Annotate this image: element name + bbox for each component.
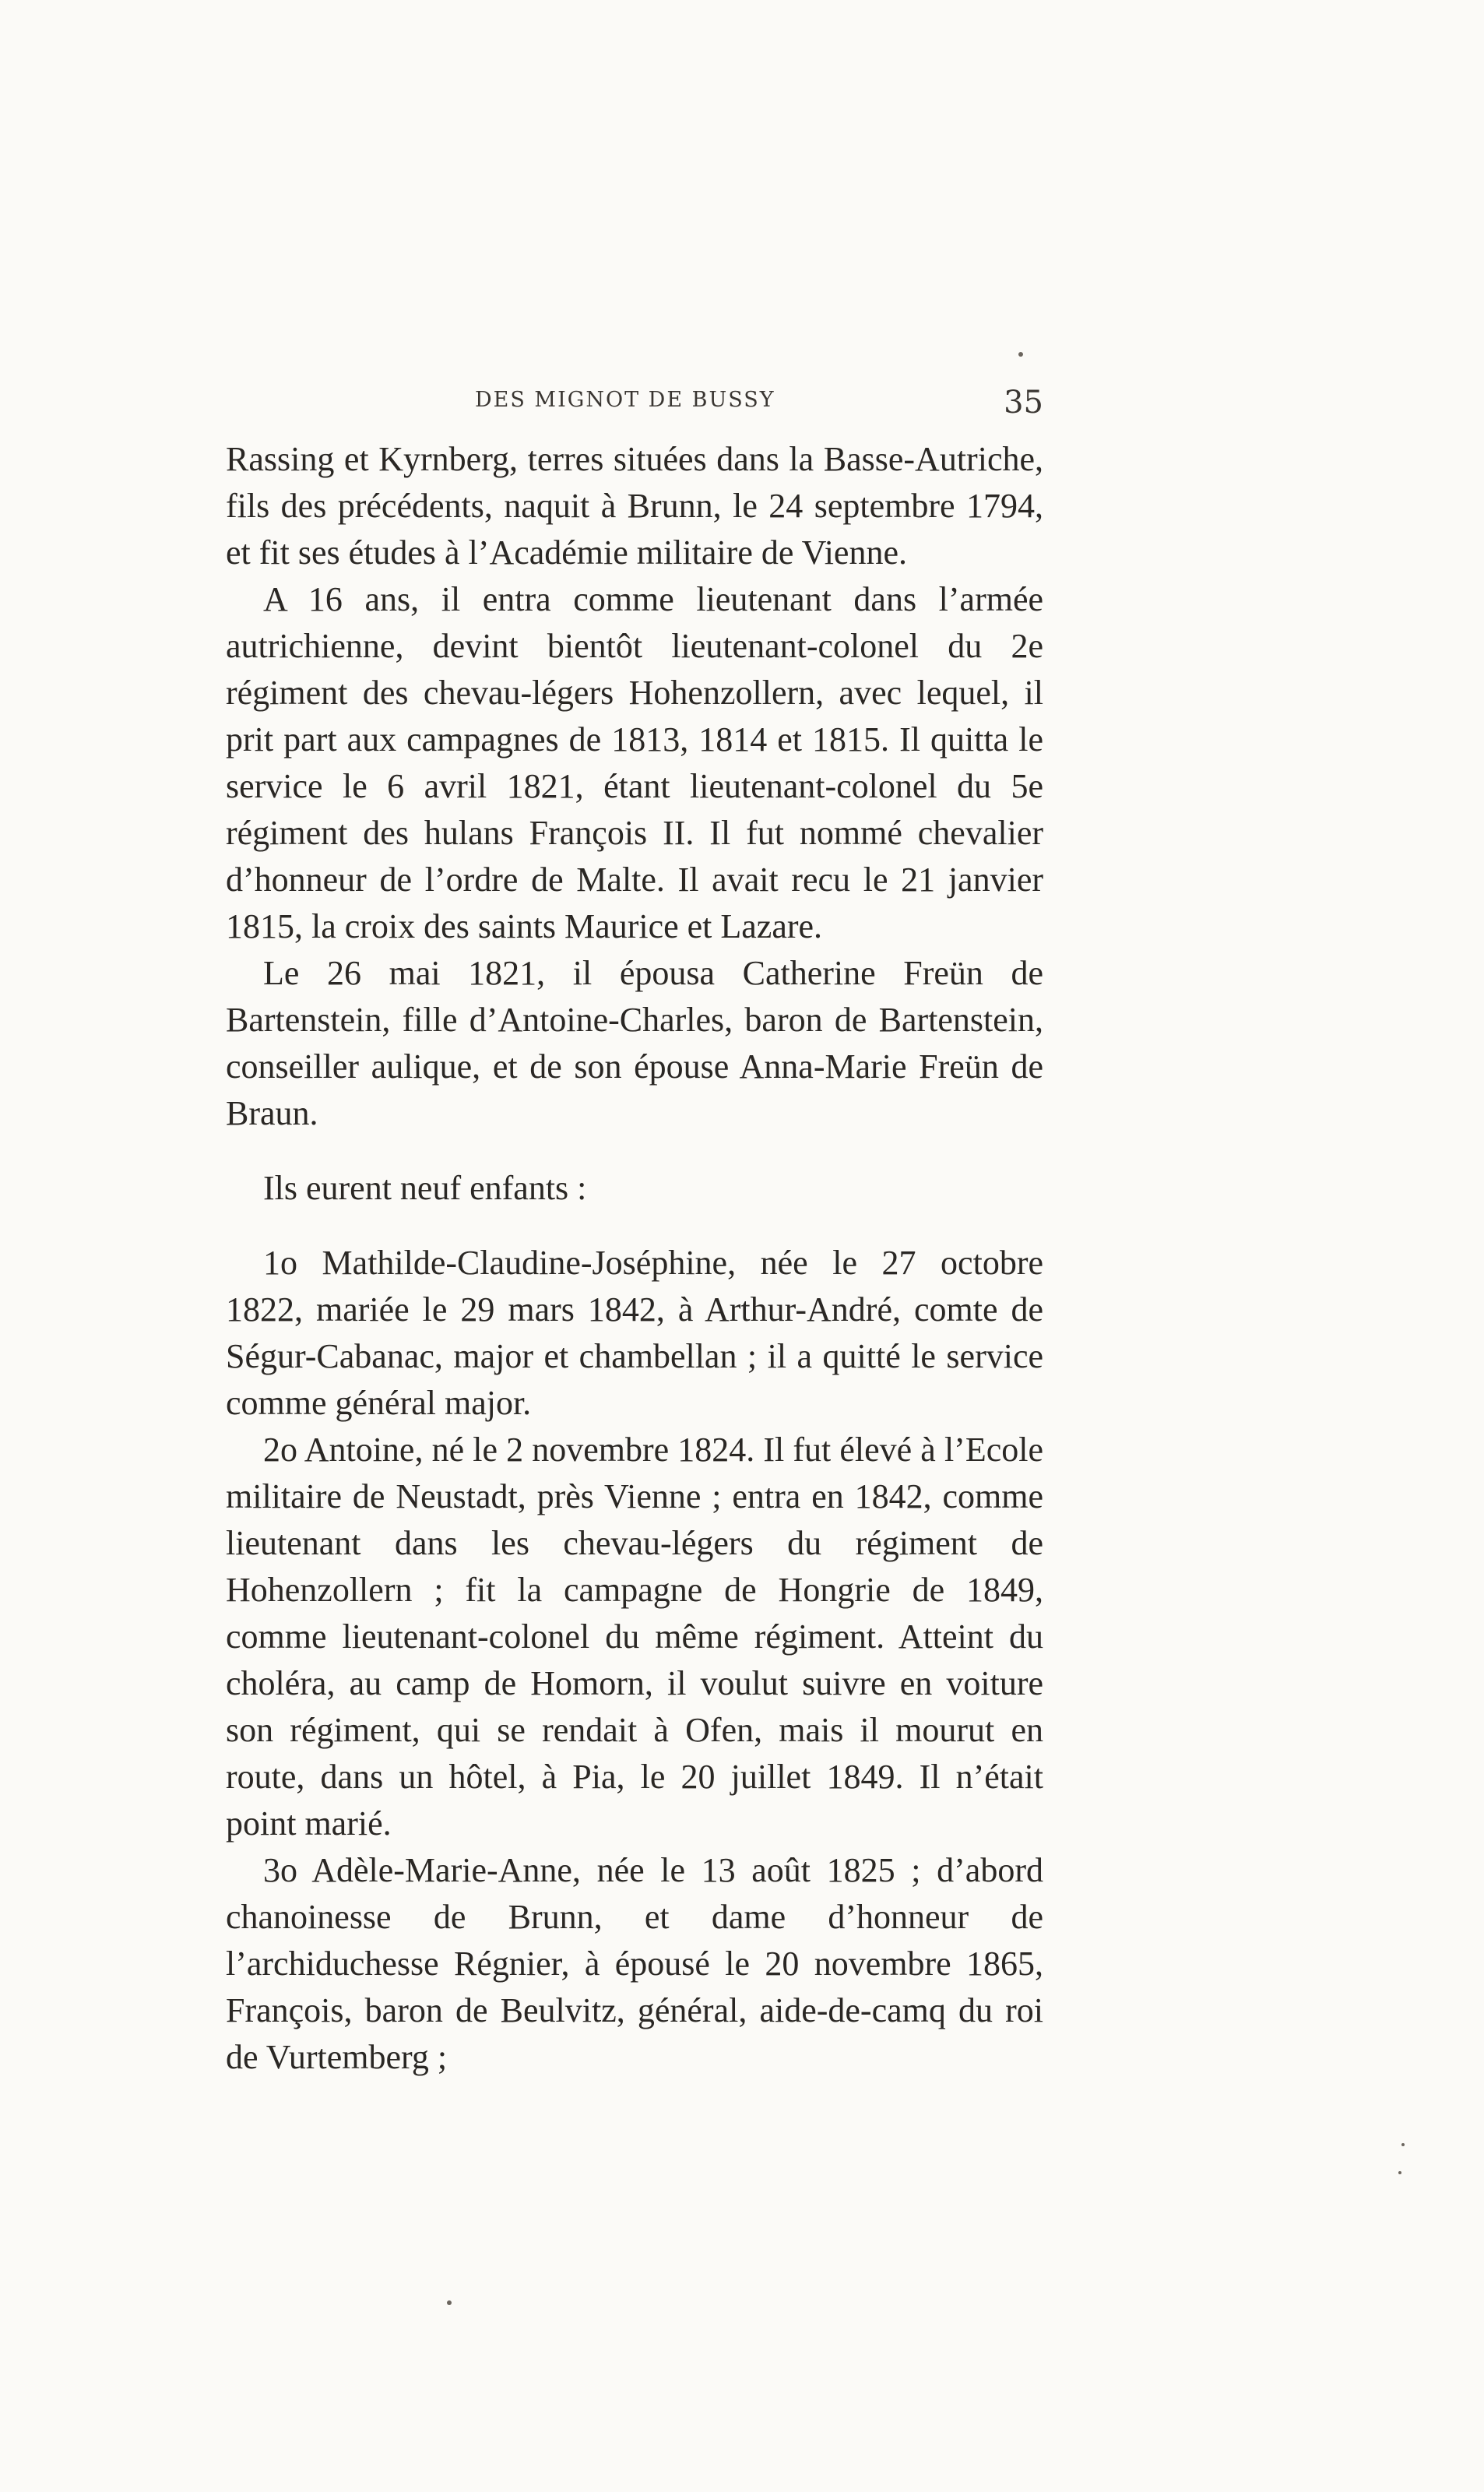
paragraph-career: A 16 ans, il entra comme lieutenant dans l’armée autrichienne, devint bientôt lieutenant-colonel du 2e régiment des chevau-légers Hohenzollern, avec lequel, il prit part aux campagnes de 1813, 1814 et 1815. Il quitta le service le 6 avril 1821, étant lieutenant-colonel du 5e régiment des hulans François II. Il fut nommé chevalier d’honneur de l’ordre de Malte. Il avait recu le 21 janvier 1815, la croix des saints Maurice et Lazare. bbox=[226, 580, 1043, 945]
paragraph-child-3: 3o Adèle-Marie-Anne, née le 13 août 1825 ; d’abord chanoinesse de Brunn, et dame d’honneur de l’archiduchesse Régnier, à épousé le 20 novembre 1865, François, baron de Beulvitz, général, aide-de-camq du roi de Vurtemberg ; bbox=[226, 1851, 1043, 2076]
paragraph-marriage: Le 26 mai 1821, il épousa Catherine Freün de Bartenstein, fille d’Antoine-Charles, baron de Bartenstein, conseiller aulique, et de son épouse Anna-Marie Freün de Braun. bbox=[226, 954, 1043, 1132]
paragraph-continuation: Rassing et Kyrnberg, terres situées dans la Basse-Autriche, fils des précédents, naquit à Brunn, le 24 septembre 1794, et fit ses études à l’Académie militaire de Vienne. bbox=[226, 440, 1043, 572]
page-number: 35 bbox=[1004, 385, 1043, 421]
paragraph-child-2: 2o Antoine, né le 2 novembre 1824. Il fut élevé à l’Ecole militaire de Neustadt, près Vienne ; entra en 1842, comme lieutenant dans les chevau-légers du régiment de Hohenzollern ; fit la campagne de Hongrie de 1849, comme lieutenant-colonel du même régiment. Atteint du choléra, au camp de Homorn, il voulut suivre en voiture son régiment, qui se rendait à Ofen, mais il mourut en route, dans un hôtel, à Pia, le 20 juillet 1849. Il n’était point marié. bbox=[226, 1431, 1043, 1843]
ink-speck bbox=[1398, 2171, 1401, 2174]
running-title: DES MIGNOT DE BUSSY bbox=[475, 388, 775, 412]
running-header bbox=[226, 385, 1043, 439]
ink-speck bbox=[1401, 2143, 1405, 2146]
ink-speck bbox=[447, 2300, 452, 2305]
paragraph-children-intro: Ils eurent neuf enfants : bbox=[263, 1169, 587, 1207]
ink-speck bbox=[1018, 352, 1023, 357]
body-text bbox=[226, 436, 1043, 2081]
paragraph-child-1: 1o Mathilde-Claudine-Joséphine, née le 27 octobre 1822, mariée le 29 mars 1842, à Arthur-André, comte de Ségur-Cabanac, major et chambellan ; il a quitté le service comme général major. bbox=[226, 1244, 1043, 1422]
